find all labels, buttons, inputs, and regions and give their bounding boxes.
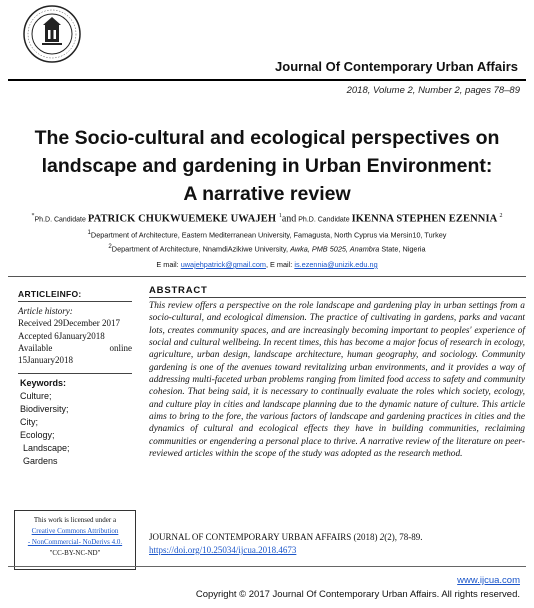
available-label: Available bbox=[18, 342, 53, 353]
keyword: Ecology; bbox=[20, 430, 55, 440]
keywords-heading: Keywords: bbox=[20, 378, 67, 388]
title-line: A narrative review bbox=[183, 183, 351, 205]
accepted-date: Accepted 6January2018 bbox=[18, 330, 105, 341]
footer-rule bbox=[8, 566, 526, 567]
section-divider bbox=[8, 276, 526, 277]
available-row bbox=[18, 342, 132, 354]
affil-text: State, Nigeria bbox=[379, 244, 426, 254]
available-date: 15January2018 bbox=[18, 355, 73, 366]
corresponding-mark: * bbox=[31, 213, 35, 219]
affil-mark: 1 bbox=[87, 229, 91, 236]
author-line bbox=[0, 210, 534, 226]
history-label: Article history: bbox=[18, 306, 73, 316]
citation-volume: 2 bbox=[379, 532, 385, 542]
affiliation-2 bbox=[0, 243, 534, 253]
journal-seal-logo-icon bbox=[22, 4, 82, 64]
issue-citation: 2018, Volume 2, Number 2, pages 78–89 bbox=[346, 85, 520, 96]
keyword: City; bbox=[20, 417, 38, 427]
affiliation-1 bbox=[0, 229, 534, 239]
author-affil-mark: 1 bbox=[278, 213, 282, 219]
title-line: landscape and gardening in Urban Environment: bbox=[41, 155, 493, 177]
article-history bbox=[18, 305, 132, 366]
license-link[interactable]: Creative Commons Attribution bbox=[31, 527, 119, 535]
email-link[interactable]: is.ezennia@unizik.edu.ng bbox=[294, 260, 378, 269]
journal-website-link[interactable]: www.ijcua.com bbox=[457, 575, 520, 586]
affil-text: Department of Architecture, NnamdiAzikiwe University, bbox=[111, 244, 291, 254]
keywords-list bbox=[20, 390, 132, 468]
copyright-notice: Copyright © 2017 Journal Of Contemporary Urban Affairs. All rights reserved. bbox=[195, 589, 520, 600]
received-date: Received 29December 2017 bbox=[18, 318, 120, 329]
keyword: Culture; bbox=[20, 391, 52, 401]
license-link[interactable]: - NonCommercial- NoDerivs 4.0. bbox=[27, 538, 123, 546]
author-title: Ph.D. Candidate bbox=[296, 216, 352, 224]
affil-text: Department of Architecture, Eastern Mediterranean University, Famagusta, North Cyprus via Mersin10, Turkey bbox=[90, 230, 447, 240]
email-link[interactable]: uwajehpatrick@gmail.com bbox=[180, 260, 266, 269]
license-text: This work is licensed under a bbox=[33, 516, 117, 524]
author-and: and bbox=[281, 213, 297, 225]
title-line: The Socio-cultural and ecological perspectives on bbox=[34, 127, 500, 149]
abstract-rule bbox=[149, 297, 526, 298]
keyword: Biodiversity; bbox=[20, 404, 69, 414]
abstract-text: This review offers a perspective on the role landscape and gardening play in urban settings from a socio-cultural, and ecological dimension. The practice of cultivating in gardens, parks and vacant lots, creates community spaces, and are increasingly becoming important to peoples' experience of social and cultural wellbeing. In recent times, this has become a major focus of research in ecology, agriculture, urban design, landscape architecture, human geography, and sociology. Community gardening is one of the avenues toward revitalizing urban environments, and it provides a way of addressing multi-faceted urban problems ranging from limited food access to safety and community cohesion. That being said, it is necessary to continually evaluate the roles which society, ecology, and culture play in cities and landscape planning due to the dynamic nature of culture. This article aims to bring to the fore, the various factors of landscape and gardening practices in cities and the dynamics of cultural and ecological effects they have in building communities, reclaiming communities or engendering a personal place to thrive. A narrative review of the literature on peer-reviewed articles within the scope of the study was adopted as the research method. bbox=[149, 301, 525, 460]
header-rule bbox=[8, 79, 526, 81]
author-name: PATRICK CHUKWUEMEKE UWAJEH bbox=[87, 213, 279, 225]
license-box bbox=[14, 510, 136, 570]
email-label: E mail: bbox=[156, 260, 181, 269]
keyword: Gardens bbox=[23, 456, 58, 466]
email-label: , E mail: bbox=[265, 260, 295, 269]
author-affil-mark: 2 bbox=[499, 213, 503, 219]
affil-mark: 2 bbox=[108, 243, 112, 250]
author-emails bbox=[0, 260, 534, 269]
citation-text: JOURNAL OF CONTEMPORARY URBAN AFFAIRS (2018) bbox=[149, 532, 380, 542]
info-divider bbox=[18, 373, 132, 374]
paper-title bbox=[0, 124, 534, 208]
journal-name: Journal Of Contemporary Urban Affairs bbox=[275, 59, 518, 74]
author-title: Ph.D. Candidate bbox=[34, 216, 88, 224]
license-code: "CC-BY-NC-ND" bbox=[49, 549, 101, 557]
affil-text-italic: Awka, PMB 5025, Anambra bbox=[290, 244, 380, 254]
doi-link[interactable]: https://doi.org/10.25034/ijcua.2018.4673 bbox=[149, 545, 297, 555]
journal-citation bbox=[149, 532, 422, 542]
abstract-heading: ABSTRACT bbox=[149, 285, 208, 296]
author-name: IKENNA STEPHEN EZENNIA bbox=[351, 213, 500, 225]
citation-text: (2), 78-89. bbox=[384, 532, 423, 542]
article-info-heading: ARTICLEINFO: bbox=[18, 289, 132, 302]
online-label: online bbox=[109, 342, 132, 353]
keyword: Landscape; bbox=[23, 443, 70, 453]
